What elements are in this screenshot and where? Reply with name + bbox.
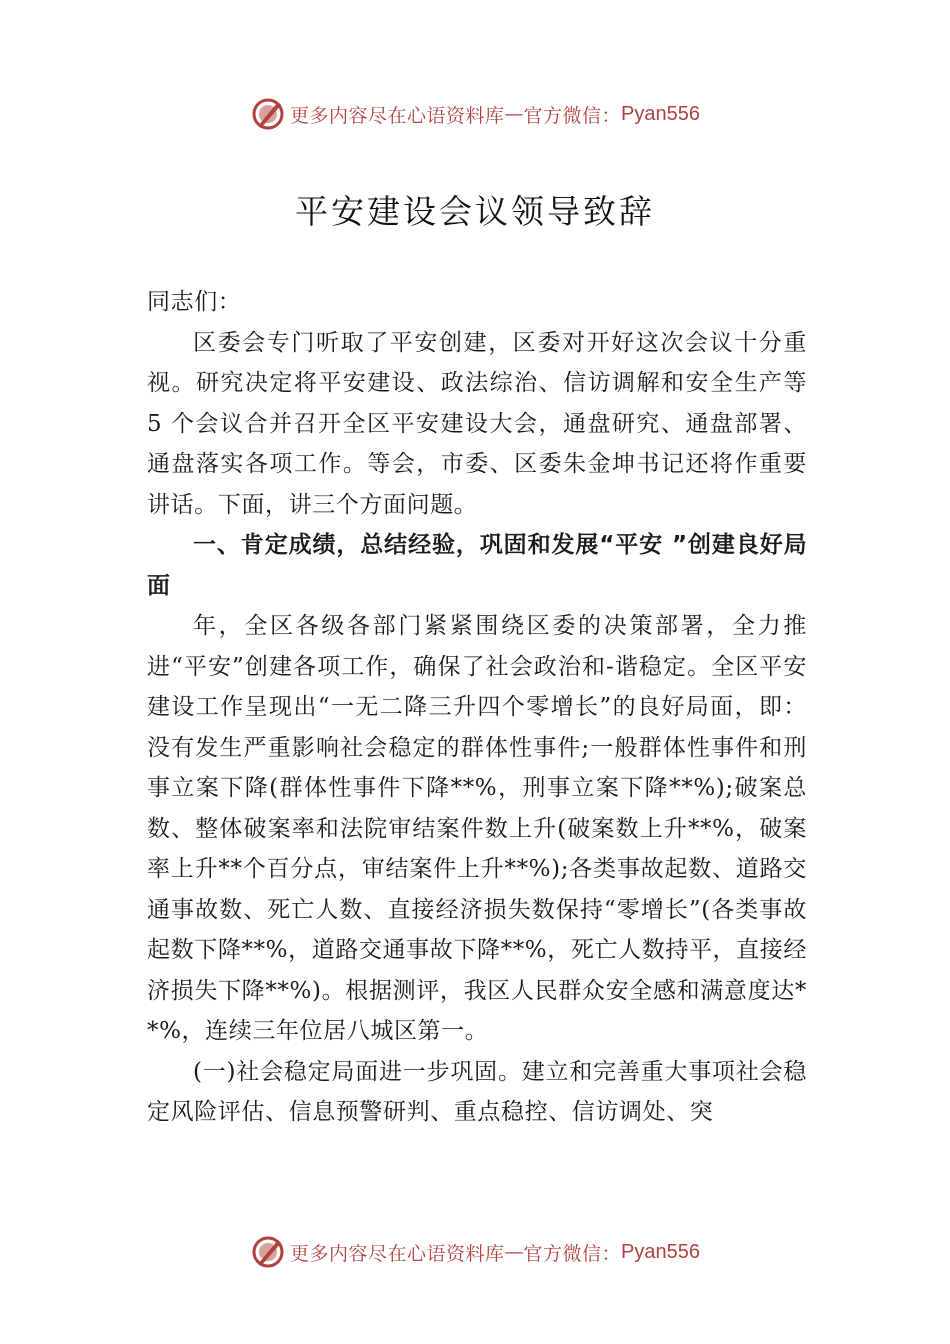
document-body (147, 282, 807, 1133)
wechat-label: 官方微信： (523, 1242, 622, 1265)
top-watermark-banner (0, 94, 950, 134)
wechat-label: 官方微信： (523, 104, 622, 127)
wechat-id: Pyan556 (621, 102, 700, 125)
wechat-id: Pyan556 (621, 1240, 700, 1263)
salutation: 同志们： (147, 289, 242, 315)
banner-separator: — (504, 103, 524, 125)
quill-seal-icon (250, 1234, 286, 1270)
banner-separator: — (504, 1241, 524, 1263)
bottom-watermark-banner (0, 1232, 950, 1272)
quill-seal-icon (250, 96, 286, 132)
paragraph-intro: 区委会专门听取了平安创建，区委对开好这次会议十分重视。研究决定将平安建设、政法综治、信访调解和安全生产等 5 个会议合并召开全区平安建设大会，通盘研究、通盘部署、通盘落实各项工作。等会，市委、区委朱金坤书记还将作重要讲话。下面，讲三个方面问题。 (147, 329, 807, 518)
promo-text: 更多内容尽在心语资料库 (290, 1242, 505, 1265)
paragraph-achievements: 年，全区各级各部门紧紧围绕区委的决策部署，全力推进“平安”创建各项工作，确保了社会政治和-谐稳定。全区平安建设工作呈现出“一无二降三升四个零增长”的良好局面，即：没有发生严重影响社会稳定的群体性事件;一般群体性事件和刑事立案下降(群体性事件下降**%，刑事立案下降**%);破案总数、整体破案率和法院审结案件数上升(破案数上升**%，破案率上升**个百分点，审结案件上升**%);各类事故起数、道路交通事故数、死亡人数、直接经济损失数保持“零增长”(各类事故起数下降**%，道路交通事故下降**%，死亡人数持平，直接经济损失下降**%)。根据测评，我区人民群众安全感和满意度达**%，连续三年位居八城区第一。 (147, 613, 807, 1044)
paragraph-subsection-1: (一)社会稳定局面进一步巩固。建立和完善重大事项社会稳定风险评估、信息预警研判、重点稳控、信访调处、突 (147, 1058, 807, 1125)
section-heading-1: 一、肯定成绩，总结经验，巩固和发展“平安 ”创建良好局面 (147, 532, 807, 599)
promo-text: 更多内容尽在心语资料库 (290, 104, 505, 127)
document-title: 平安建设会议领导致辞 (295, 192, 655, 231)
